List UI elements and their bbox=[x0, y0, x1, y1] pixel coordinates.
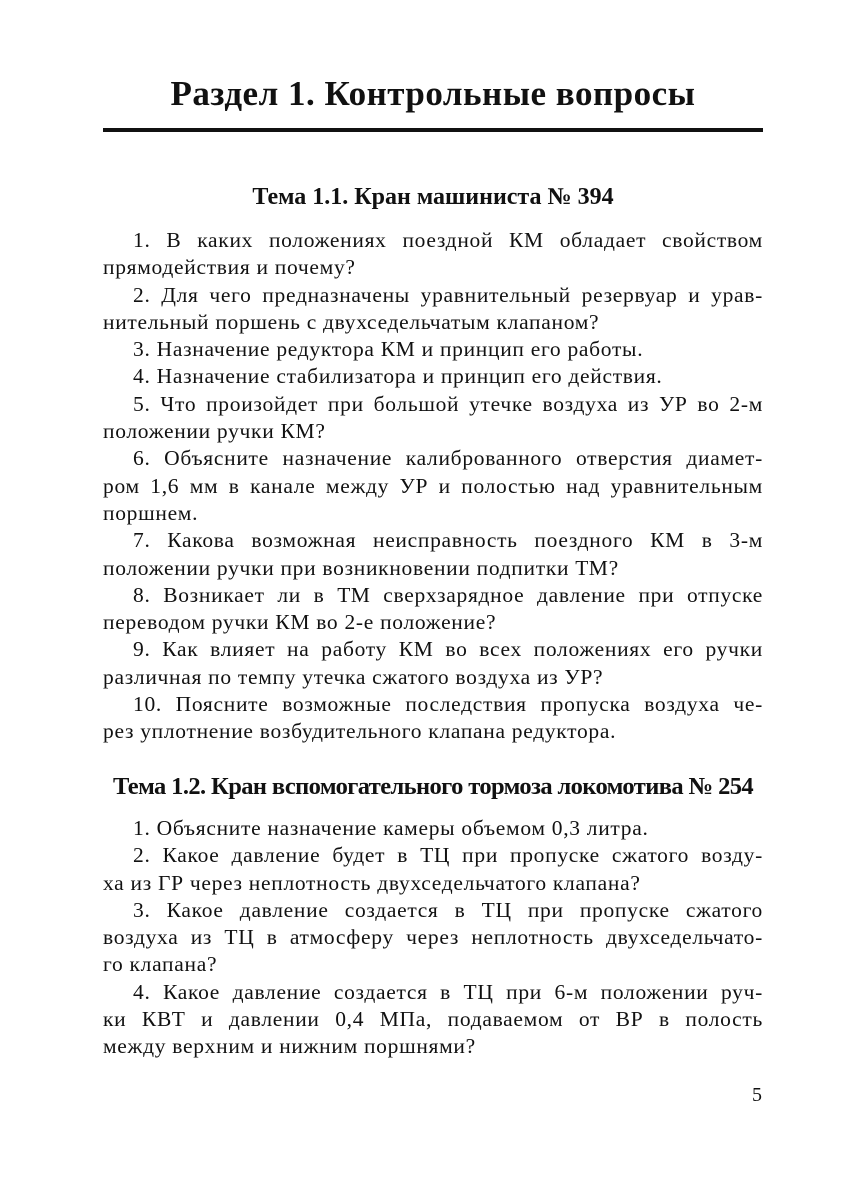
question-line: ки КВТ и давлении 0,4 МПа, подаваемом от ВР в полость bbox=[103, 1007, 763, 1032]
section-title: Раздел 1. Контрольные вопросы bbox=[170, 74, 696, 113]
page-number: 5 bbox=[752, 1084, 762, 1106]
question-item bbox=[103, 227, 763, 282]
question-item bbox=[103, 336, 763, 363]
question-line: 3. Какое давление создается в ТЦ при пропуске сжатого bbox=[133, 897, 763, 922]
question-item bbox=[103, 363, 763, 390]
question-line: рез уплотнение возбудительного клапана редуктора. bbox=[103, 719, 617, 744]
question-item bbox=[103, 636, 763, 691]
question-line: 8. Возникает ли в ТМ сверхзарядное давление при отпуске bbox=[133, 582, 763, 607]
question-line: ром 1,6 мм в канале между УР и полостью над уравнительным bbox=[103, 473, 763, 498]
question-line: прямодействия и почему? bbox=[103, 255, 356, 280]
question-item bbox=[103, 691, 763, 746]
topic-heading: Тема 1.1. Кран машиниста № 394 bbox=[252, 184, 614, 210]
question-line: поршнем. bbox=[103, 500, 199, 525]
question-list bbox=[103, 815, 763, 1061]
topic-heading: Тема 1.2. Кран вспомогательного тормоза локомотива № 254 bbox=[112, 773, 754, 800]
question-line: воздуха из ТЦ в атмосферу через неплотность двухседельчато- bbox=[103, 925, 763, 950]
question-line: различная по темпу утечка сжатого воздуха из УР? bbox=[103, 664, 604, 689]
question-item bbox=[103, 842, 763, 897]
question-item bbox=[103, 979, 763, 1061]
question-line: 4. Какое давление создается в ТЦ при 6-м положении руч- bbox=[133, 979, 763, 1004]
question-line: 2. Какое давление будет в ТЦ при пропуске сжатого возду- bbox=[133, 843, 763, 868]
question-list bbox=[103, 227, 763, 746]
question-line: 2. Для чего предназначены уравнительный резервуар и урав- bbox=[133, 282, 763, 307]
question-line: положении ручки при возникновении подпитки ТМ? bbox=[103, 555, 619, 580]
question-line: нительный поршень с двухседельчатым клапаном? bbox=[103, 309, 600, 334]
question-item bbox=[103, 445, 763, 527]
question-line: го клапана? bbox=[103, 952, 218, 977]
question-line: 9. Как влияет на работу КМ во всех положениях его ручки bbox=[133, 637, 763, 662]
question-line: 5. Что произойдет при большой утечке воздуха из УР во 2-м bbox=[133, 391, 763, 416]
question-line: положении ручки КМ? bbox=[103, 419, 326, 444]
question-line: 1. Объясните назначение камеры объемом 0,3 литра. bbox=[133, 816, 649, 840]
question-item bbox=[103, 282, 763, 337]
question-line: 3. Назначение редуктора КМ и принцип его работы. bbox=[133, 337, 644, 362]
question-line: 7. Какова возможная неисправность поездного КМ в 3-м bbox=[133, 528, 763, 553]
question-item bbox=[103, 815, 763, 842]
question-line: между верхним и нижним поршнями? bbox=[103, 1034, 476, 1059]
question-line: 6. Объясните назначение калиброванного отверстия диамет- bbox=[133, 446, 763, 471]
question-item bbox=[103, 897, 763, 979]
title-rule bbox=[103, 128, 763, 132]
question-item bbox=[103, 391, 763, 446]
question-item bbox=[103, 527, 763, 582]
question-line: 10. Поясните возможные последствия пропуска воздуха че- bbox=[133, 692, 763, 717]
question-line: ха из ГР через неплотность двухседельчатого клапана? bbox=[103, 870, 641, 895]
question-line: 4. Назначение стабилизатора и принцип его действия. bbox=[133, 364, 663, 389]
question-line: переводом ручки КМ во 2-е положение? bbox=[103, 610, 497, 635]
question-item bbox=[103, 582, 763, 637]
question-line: 1. В каких положениях поездной КМ обладает свойством bbox=[133, 228, 763, 252]
